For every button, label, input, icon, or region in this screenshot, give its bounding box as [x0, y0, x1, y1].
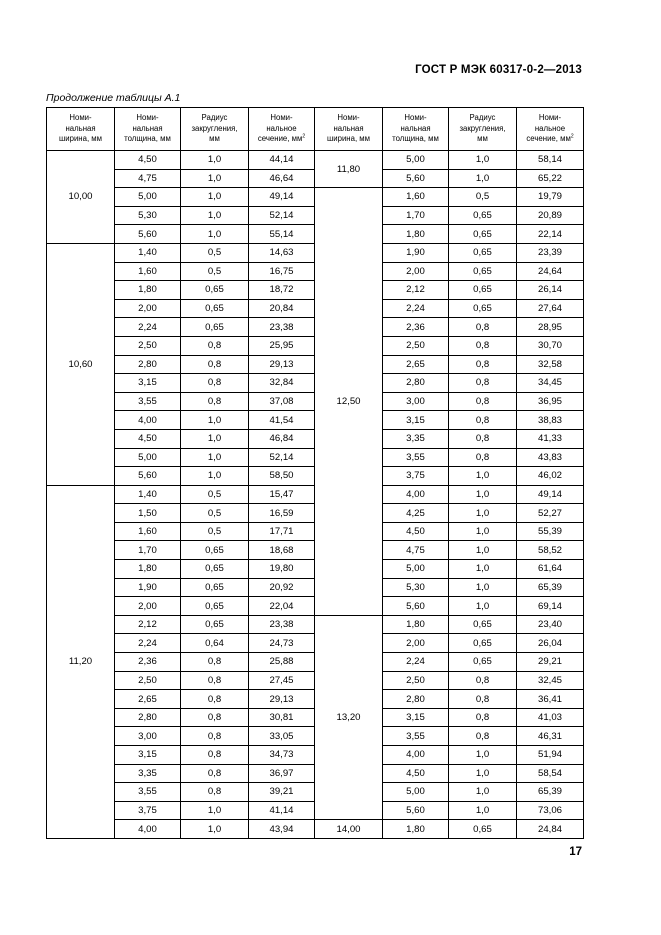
- table-header-row: [47, 108, 584, 151]
- section-cell: 61,64: [517, 560, 584, 579]
- radius-cell: 0,8: [181, 708, 249, 727]
- section-cell: 46,31: [517, 727, 584, 746]
- thickness-cell: 5,60: [115, 225, 181, 244]
- radius-cell: 1,0: [449, 578, 517, 597]
- thickness-cell: 3,35: [383, 429, 449, 448]
- section-cell: 44,14: [249, 151, 315, 170]
- section-cell: 65,39: [517, 783, 584, 802]
- section-cell: 29,13: [249, 355, 315, 374]
- thickness-cell: 1,60: [115, 522, 181, 541]
- radius-cell: 0,8: [181, 764, 249, 783]
- section-cell: 26,14: [517, 281, 584, 300]
- thickness-cell: 5,60: [383, 597, 449, 616]
- section-cell: 55,14: [249, 225, 315, 244]
- thickness-cell: 1,60: [115, 262, 181, 281]
- section-cell: 32,84: [249, 374, 315, 393]
- section-cell: 58,54: [517, 764, 584, 783]
- nominal-width-cell: 11,20: [47, 485, 115, 838]
- section-cell: 52,14: [249, 448, 315, 467]
- thickness-cell: 2,12: [115, 615, 181, 634]
- section-cell: 32,58: [517, 355, 584, 374]
- section-cell: 55,39: [517, 522, 584, 541]
- table-row: [47, 615, 584, 634]
- section-cell: 58,14: [517, 151, 584, 170]
- radius-cell: 0,65: [449, 634, 517, 653]
- radius-cell: 1,0: [181, 169, 249, 188]
- thickness-cell: 1,90: [383, 243, 449, 262]
- thickness-cell: 2,24: [383, 299, 449, 318]
- section-cell: 23,38: [249, 615, 315, 634]
- section-cell: 65,39: [517, 578, 584, 597]
- section-cell: 46,02: [517, 467, 584, 486]
- radius-cell: 1,0: [181, 225, 249, 244]
- radius-cell: 0,8: [181, 727, 249, 746]
- section-cell: 34,45: [517, 374, 584, 393]
- thickness-cell: 2,50: [383, 671, 449, 690]
- radius-cell: 1,0: [449, 801, 517, 820]
- radius-cell: 0,65: [449, 206, 517, 225]
- nominal-width-cell: 10,60: [47, 243, 115, 485]
- thickness-cell: 4,00: [383, 485, 449, 504]
- section-cell: 36,97: [249, 764, 315, 783]
- radius-cell: 0,5: [181, 243, 249, 262]
- radius-cell: 0,8: [181, 355, 249, 374]
- radius-cell: 0,65: [449, 243, 517, 262]
- radius-cell: 0,65: [181, 597, 249, 616]
- col-header-radius-2: Радиус закругления, мм: [449, 108, 517, 151]
- table-row: [47, 151, 584, 170]
- radius-cell: 0,65: [449, 820, 517, 839]
- radius-cell: 0,65: [181, 318, 249, 337]
- radius-cell: 0,8: [449, 392, 517, 411]
- section-cell: 27,45: [249, 671, 315, 690]
- thickness-cell: 4,50: [115, 429, 181, 448]
- section-cell: 25,88: [249, 653, 315, 672]
- thickness-cell: 1,40: [115, 243, 181, 262]
- thickness-cell: 3,55: [383, 448, 449, 467]
- section-cell: 23,38: [249, 318, 315, 337]
- section-cell: 29,21: [517, 653, 584, 672]
- section-cell: 41,54: [249, 411, 315, 430]
- thickness-cell: 3,55: [383, 727, 449, 746]
- thickness-cell: 2,50: [115, 671, 181, 690]
- thickness-cell: 5,00: [115, 448, 181, 467]
- section-cell: 27,64: [517, 299, 584, 318]
- section-cell: 41,03: [517, 708, 584, 727]
- thickness-cell: 4,00: [383, 746, 449, 765]
- thickness-cell: 4,50: [383, 764, 449, 783]
- thickness-cell: 3,00: [115, 727, 181, 746]
- thickness-cell: 2,80: [383, 374, 449, 393]
- radius-cell: 1,0: [449, 783, 517, 802]
- thickness-cell: 4,00: [115, 820, 181, 839]
- thickness-cell: 1,80: [115, 560, 181, 579]
- thickness-cell: 3,00: [383, 392, 449, 411]
- col-header-thickness-2: Номи- нальная толщина, мм: [383, 108, 449, 151]
- section-cell: 24,84: [517, 820, 584, 839]
- dimensions-table: [46, 107, 584, 839]
- thickness-cell: 1,70: [115, 541, 181, 560]
- section-cell: 20,89: [517, 206, 584, 225]
- thickness-cell: 2,00: [383, 634, 449, 653]
- section-cell: 36,41: [517, 690, 584, 709]
- radius-cell: 0,8: [181, 374, 249, 393]
- col-header-section-2: Номи- нальное сечение, $мм^2$: [517, 108, 584, 151]
- section-cell: 43,94: [249, 820, 315, 839]
- thickness-cell: 1,50: [115, 504, 181, 523]
- radius-cell: 1,0: [181, 151, 249, 170]
- section-cell: 43,83: [517, 448, 584, 467]
- section-cell: 73,06: [517, 801, 584, 820]
- thickness-cell: 3,35: [115, 764, 181, 783]
- radius-cell: 1,0: [449, 151, 517, 170]
- nominal-width-cell: 11,80: [315, 151, 383, 188]
- radius-cell: 0,8: [449, 448, 517, 467]
- radius-cell: 0,5: [181, 485, 249, 504]
- radius-cell: 0,65: [181, 615, 249, 634]
- thickness-cell: 5,30: [383, 578, 449, 597]
- section-cell: 65,22: [517, 169, 584, 188]
- nominal-width-cell: 14,00: [315, 820, 383, 839]
- thickness-cell: 1,80: [383, 225, 449, 244]
- thickness-cell: 2,24: [115, 634, 181, 653]
- thickness-cell: 2,12: [383, 281, 449, 300]
- radius-cell: 0,8: [449, 318, 517, 337]
- thickness-cell: 5,00: [115, 188, 181, 207]
- thickness-cell: 5,00: [383, 151, 449, 170]
- radius-cell: 1,0: [449, 504, 517, 523]
- radius-cell: 1,0: [449, 560, 517, 579]
- section-cell: 20,84: [249, 299, 315, 318]
- radius-cell: 1,0: [181, 801, 249, 820]
- thickness-cell: 1,90: [115, 578, 181, 597]
- radius-cell: 1,0: [181, 467, 249, 486]
- thickness-cell: 2,00: [383, 262, 449, 281]
- radius-cell: 0,65: [181, 560, 249, 579]
- radius-cell: 1,0: [181, 188, 249, 207]
- section-cell: 29,13: [249, 690, 315, 709]
- radius-cell: 0,65: [449, 299, 517, 318]
- section-cell: 49,14: [517, 485, 584, 504]
- section-cell: 22,14: [517, 225, 584, 244]
- radius-cell: 0,5: [181, 522, 249, 541]
- radius-cell: 0,65: [449, 225, 517, 244]
- thickness-cell: 2,80: [115, 708, 181, 727]
- section-cell: 33,05: [249, 727, 315, 746]
- thickness-cell: 4,50: [115, 151, 181, 170]
- section-cell: 23,40: [517, 615, 584, 634]
- thickness-cell: 1,80: [115, 281, 181, 300]
- section-cell: 38,83: [517, 411, 584, 430]
- col-header-section: Номи- нальное сечение, $мм^2$: [249, 108, 315, 151]
- section-cell: 19,80: [249, 560, 315, 579]
- section-cell: 23,39: [517, 243, 584, 262]
- radius-cell: 1,0: [181, 429, 249, 448]
- col-header-width-2: Номи- нальная ширина, мм: [315, 108, 383, 151]
- nominal-width-cell: 12,50: [315, 188, 383, 616]
- thickness-cell: 1,80: [383, 615, 449, 634]
- radius-cell: 0,8: [449, 374, 517, 393]
- table-body: [47, 151, 584, 839]
- radius-cell: 0,8: [449, 355, 517, 374]
- section-cell: 32,45: [517, 671, 584, 690]
- section-cell: 46,64: [249, 169, 315, 188]
- radius-cell: 0,65: [449, 262, 517, 281]
- section-cell: 36,95: [517, 392, 584, 411]
- radius-cell: 0,5: [181, 504, 249, 523]
- section-cell: 30,70: [517, 336, 584, 355]
- thickness-cell: 1,80: [383, 820, 449, 839]
- thickness-cell: 4,75: [383, 541, 449, 560]
- thickness-cell: 2,24: [383, 653, 449, 672]
- radius-cell: 1,0: [449, 764, 517, 783]
- thickness-cell: 3,75: [383, 467, 449, 486]
- section-cell: 41,33: [517, 429, 584, 448]
- radius-cell: 1,0: [449, 485, 517, 504]
- section-cell: 18,72: [249, 281, 315, 300]
- section-cell: 18,68: [249, 541, 315, 560]
- radius-cell: 0,65: [181, 299, 249, 318]
- section-cell: 14,63: [249, 243, 315, 262]
- thickness-cell: 5,30: [115, 206, 181, 225]
- radius-cell: 1,0: [181, 411, 249, 430]
- col-header-width: Номи- нальная ширина, мм: [47, 108, 115, 151]
- section-cell: 22,04: [249, 597, 315, 616]
- section-cell: 52,27: [517, 504, 584, 523]
- thickness-cell: 3,75: [115, 801, 181, 820]
- thickness-cell: 4,25: [383, 504, 449, 523]
- radius-cell: 0,65: [181, 281, 249, 300]
- thickness-cell: 3,15: [383, 411, 449, 430]
- radius-cell: 0,8: [449, 671, 517, 690]
- col-header-radius: Радиус закругления, мм: [181, 108, 249, 151]
- section-cell: 52,14: [249, 206, 315, 225]
- thickness-cell: 4,75: [115, 169, 181, 188]
- section-cell: 26,04: [517, 634, 584, 653]
- section-cell: 24,64: [517, 262, 584, 281]
- thickness-cell: 1,70: [383, 206, 449, 225]
- thickness-cell: 2,50: [115, 336, 181, 355]
- thickness-cell: 5,00: [383, 560, 449, 579]
- section-cell: 41,14: [249, 801, 315, 820]
- radius-cell: 0,65: [449, 281, 517, 300]
- section-cell: 46,84: [249, 429, 315, 448]
- section-cell: 58,50: [249, 467, 315, 486]
- thickness-cell: 2,65: [115, 690, 181, 709]
- radius-cell: 0,8: [449, 336, 517, 355]
- radius-cell: 0,8: [449, 690, 517, 709]
- section-cell: 49,14: [249, 188, 315, 207]
- table-caption: Продолжение таблицы А.1: [46, 92, 181, 104]
- thickness-cell: 5,60: [383, 801, 449, 820]
- section-cell: 28,95: [517, 318, 584, 337]
- section-cell: 16,75: [249, 262, 315, 281]
- radius-cell: 1,0: [449, 597, 517, 616]
- thickness-cell: 3,15: [115, 374, 181, 393]
- thickness-cell: 2,50: [383, 336, 449, 355]
- section-cell: 20,92: [249, 578, 315, 597]
- thickness-cell: 5,00: [383, 783, 449, 802]
- radius-cell: 0,65: [181, 578, 249, 597]
- thickness-cell: 2,00: [115, 597, 181, 616]
- col-header-thickness: Номи- нальная толщина, мм: [115, 108, 181, 151]
- thickness-cell: 2,24: [115, 318, 181, 337]
- radius-cell: 0,65: [449, 615, 517, 634]
- thickness-cell: 2,36: [383, 318, 449, 337]
- radius-cell: 1,0: [449, 746, 517, 765]
- section-cell: 69,14: [517, 597, 584, 616]
- section-cell: 30,81: [249, 708, 315, 727]
- section-cell: 51,94: [517, 746, 584, 765]
- section-cell: 25,95: [249, 336, 315, 355]
- thickness-cell: 3,15: [115, 746, 181, 765]
- radius-cell: 1,0: [449, 541, 517, 560]
- radius-cell: 0,65: [181, 541, 249, 560]
- radius-cell: 0,8: [181, 746, 249, 765]
- radius-cell: 0,5: [449, 188, 517, 207]
- thickness-cell: 4,50: [383, 522, 449, 541]
- thickness-cell: 2,00: [115, 299, 181, 318]
- document-header: ГОСТ Р МЭК 60317-0-2—2013: [415, 64, 582, 76]
- radius-cell: 0,8: [449, 727, 517, 746]
- thickness-cell: 3,55: [115, 392, 181, 411]
- radius-cell: 1,0: [449, 169, 517, 188]
- table-row: [47, 188, 584, 207]
- thickness-cell: 1,40: [115, 485, 181, 504]
- thickness-cell: 1,60: [383, 188, 449, 207]
- radius-cell: 1,0: [449, 522, 517, 541]
- section-cell: 34,73: [249, 746, 315, 765]
- section-cell: 19,79: [517, 188, 584, 207]
- page-number: 17: [569, 846, 582, 858]
- radius-cell: 0,65: [449, 653, 517, 672]
- section-cell: 17,71: [249, 522, 315, 541]
- table-row: [47, 820, 584, 839]
- radius-cell: 0,8: [181, 783, 249, 802]
- section-cell: 37,08: [249, 392, 315, 411]
- radius-cell: 0,5: [181, 262, 249, 281]
- thickness-cell: 2,65: [383, 355, 449, 374]
- radius-cell: 0,8: [449, 708, 517, 727]
- section-cell: 15,47: [249, 485, 315, 504]
- radius-cell: 0,8: [181, 336, 249, 355]
- radius-cell: 0,8: [449, 429, 517, 448]
- radius-cell: 0,8: [449, 411, 517, 430]
- nominal-width-cell: 13,20: [315, 615, 383, 820]
- radius-cell: 0,8: [181, 392, 249, 411]
- thickness-cell: 2,80: [383, 690, 449, 709]
- section-cell: 39,21: [249, 783, 315, 802]
- section-cell: 16,59: [249, 504, 315, 523]
- thickness-cell: 3,55: [115, 783, 181, 802]
- radius-cell: 0,8: [181, 671, 249, 690]
- thickness-cell: 2,80: [115, 355, 181, 374]
- radius-cell: 0,8: [181, 690, 249, 709]
- radius-cell: 0,8: [181, 653, 249, 672]
- thickness-cell: 4,00: [115, 411, 181, 430]
- thickness-cell: 2,36: [115, 653, 181, 672]
- thickness-cell: 3,15: [383, 708, 449, 727]
- radius-cell: 1,0: [181, 820, 249, 839]
- radius-cell: 1,0: [181, 448, 249, 467]
- radius-cell: 1,0: [181, 206, 249, 225]
- section-cell: 58,52: [517, 541, 584, 560]
- radius-cell: 1,0: [449, 467, 517, 486]
- section-cell: 24,73: [249, 634, 315, 653]
- thickness-cell: 5,60: [115, 467, 181, 486]
- thickness-cell: 5,60: [383, 169, 449, 188]
- nominal-width-cell: 10,00: [47, 151, 115, 244]
- radius-cell: 0,64: [181, 634, 249, 653]
